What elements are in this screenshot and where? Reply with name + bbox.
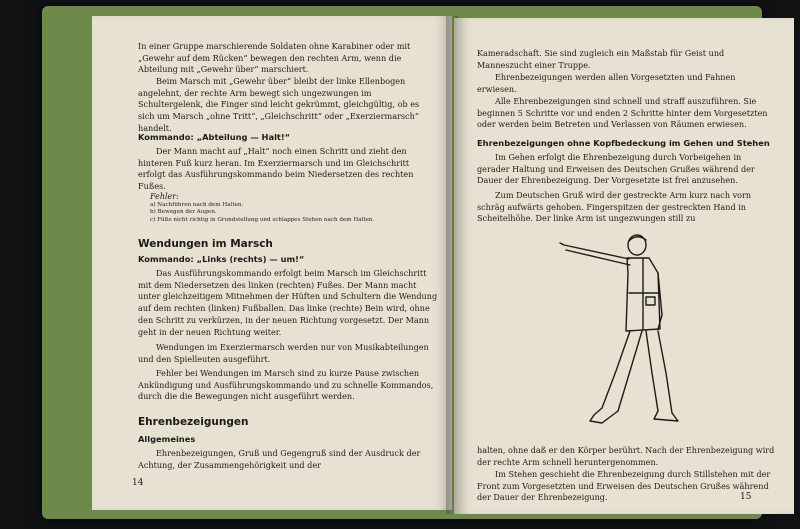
turns-paragraph-1: Das Ausführungskommando erfolgt beim Marsch im Gleichschritt mit dem Niedersetzen des linken (rechten) Fußes. Der Mann macht unter gleichzeitigem Mitnehmen der Hüften und Schultern die Wendung auf dem rechten (linken) Fußballen. Das linke (rechte) Bein wird, ohne den Schritt zu verkürzen, in der neuen Richtung vorgesetzt. Der Mann geht in der neuen Richtung weiter. <box>138 268 438 337</box>
right-paragraph-3: Alle Ehrenbezeigungen sind schnell und straff auszuführen. Sie beginnen 5 Schritte vor und enden 2 Schritte hinter dem Vorgesetzten oder werden beim Betreten und Verlassen von Räumen erwiesen. <box>477 96 768 130</box>
command-halt-heading: Kommando: „Abteilung — Halt!“ <box>138 132 291 142</box>
turns-paragraph-2: Wendungen im Exerziermarsch werden nur von Musikabteilungen und den Spielleuten ausgeführt. <box>138 342 429 364</box>
right-paragraph-5: Zum Deutschen Gruß wird der gestreckte Arm kurz nach vorn schräg aufwärts gehoben. Fingerspitzen der gestreckten Hand in Scheitelhöhe. Der linke Arm ist ungezwungen still zu <box>477 190 752 224</box>
faults-title: Fehler: <box>150 192 179 201</box>
general-heading: Allgemeines <box>138 434 196 444</box>
honors-heading: Ehrenbezeigungen <box>138 416 249 428</box>
march-paragraph: Beim Marsch mit „Gewehr über“ bleibt der linke Ellenbogen angelehnt, der rechte Arm bewegt sich ungezwungen im Schultergelenk, die Finger sind leicht gekrümmt, gleichgültig, ob es sich um Marsch „ohne Tritt“, „Gleichschritt“ oder „Exerziermarsch“ handelt. <box>138 76 420 133</box>
intro-paragraph: In einer Gruppe marschierende Soldaten ohne Karabiner oder mit „Gewehr auf dem Rücken“ bewegen den rechten Arm, wenn die Abteilung mit „Gewehr über“ marschiert. <box>138 41 411 75</box>
right-page <box>454 18 794 514</box>
right-paragraph-4: Im Gehen erfolgt die Ehrenbezeigung durch Vorbeigehen in gerader Haltung und Erweisen des Deutschen Grußes während der Dauer der Ehrenbezeigung. Der Vorgesetzte ist frei anzusehen. <box>477 152 755 186</box>
open-booklet <box>42 6 775 519</box>
fault-item: b) Bewegen der Augen. <box>150 209 217 216</box>
page-number-right: 15 <box>740 492 752 502</box>
right-paragraph-7: Im Stehen geschieht die Ehrenbezeigung durch Stillstehen mit der Front zum Vorgesetzten und Erweisen des Deutschen Grußes während der Dauer der Ehrenbezeigung. <box>477 469 771 503</box>
right-paragraph-2: Ehrenbezeigungen werden allen Vorgesetzten und Fahnen erwiesen. <box>477 72 736 94</box>
faults-list <box>150 192 430 224</box>
honors-paragraph: Ehrenbezeigungen, Gruß und Gegengruß sind der Ausdruck der Achtung, der Zusammengehörigkeit und der <box>138 448 421 470</box>
halt-paragraph: Der Mann macht auf „Halt“ noch einen Schritt und zieht den hinteren Fuß kurz heran. Im Exerziermarsch und im Gleichschritt erfolgt das Ausführungskommando beim Niedersetzen des rechten Fußes. <box>138 146 414 192</box>
right-paragraph-1: Kameradschaft. Sie sind zugleich ein Maßstab für Geist und Manneszucht einer Truppe. <box>477 48 725 70</box>
left-page <box>92 16 452 510</box>
fault-item: a) Nachführen nach dem Halten. <box>150 202 244 208</box>
no-headgear-heading: Ehrenbezeigungen ohne Kopfbedeckung im Gehen und Stehen <box>477 138 770 148</box>
turns-paragraph-3: Fehler bei Wendungen im Marsch sind zu kurze Pause zwischen Ankündigung und Ausführungskommando und zu schnelle Kommandos, durch die die Bewegungen nicht ausgeführt werden. <box>138 368 434 402</box>
saluting-soldier-illustration <box>554 233 724 443</box>
fault-item: c) Füße nicht richtig in Grundstellung und schlappes Stehen nach dem Halten. <box>150 216 375 223</box>
page-number-left: 14 <box>132 478 144 488</box>
command-turns-heading: Kommando: „Links (rechts) — um!“ <box>138 254 305 264</box>
turns-heading: Wendungen im Marsch <box>138 238 273 250</box>
right-paragraph-6: halten, ohne daß er den Körper berührt. Nach der Ehrenbezeigung wird der rechte Arm schnell heruntergenommen. <box>477 445 775 467</box>
